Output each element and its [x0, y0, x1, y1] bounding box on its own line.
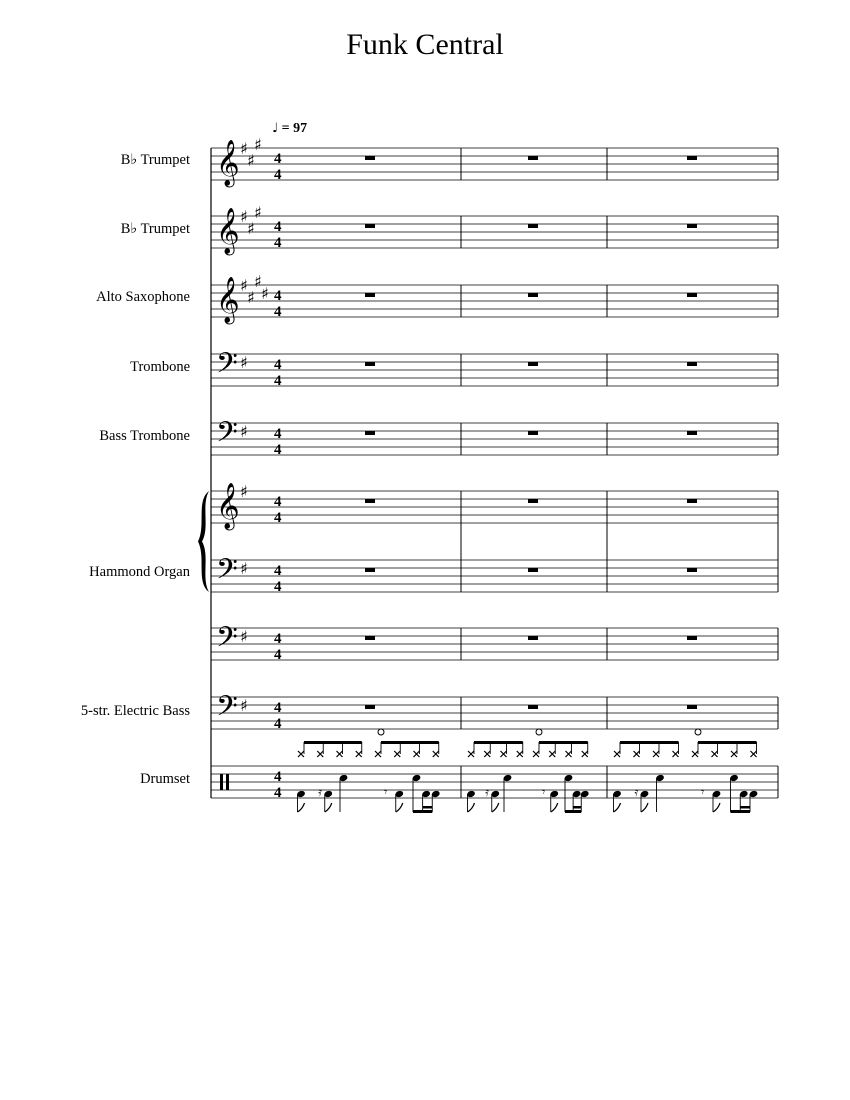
sharp-icon: ♯ — [240, 353, 248, 372]
hihat-note — [692, 751, 698, 757]
note-flag — [713, 803, 720, 812]
note-beam — [573, 806, 581, 809]
whole-rest — [365, 431, 375, 435]
note-beam — [474, 741, 523, 744]
time-sig-numerator: 4 — [274, 769, 282, 785]
note-beam — [413, 810, 432, 813]
hihat-note — [653, 751, 659, 757]
hihat-note — [337, 751, 343, 757]
whole-rest — [687, 293, 697, 297]
hihat-note — [298, 751, 304, 757]
whole-rest — [687, 224, 697, 228]
whole-rest — [528, 224, 538, 228]
sixteenth-rest: 𝄿 — [318, 785, 322, 799]
hihat-note — [614, 751, 620, 757]
hihat-note — [549, 751, 555, 757]
time-sig-numerator: 4 — [274, 357, 282, 373]
note-beam — [740, 806, 750, 809]
note-beam — [731, 810, 751, 813]
whole-rest — [365, 568, 375, 572]
note-beam — [698, 741, 757, 744]
hihat-note — [517, 751, 523, 757]
note-beam — [381, 741, 439, 744]
hihat-note — [712, 751, 718, 757]
time-sig-denominator: 4 — [274, 442, 282, 458]
hihat-note — [484, 751, 490, 757]
tempo-value: = 97 — [281, 121, 308, 136]
time-sig-denominator: 4 — [274, 304, 282, 320]
time-sig-numerator: 4 — [274, 219, 282, 235]
hihat-note — [582, 751, 588, 757]
note-beam — [539, 741, 588, 744]
whole-rest — [687, 362, 697, 366]
staff-2 — [211, 203, 778, 256]
sharp-icon: ♯ — [247, 219, 255, 238]
staff-label-electric-bass: 5-str. Electric Bass — [80, 703, 190, 719]
hihat-note — [501, 751, 507, 757]
sharp-icon: ♯ — [261, 284, 269, 303]
bass-clef-icon: 𝄢 — [216, 553, 238, 593]
time-sig-numerator: 4 — [274, 563, 282, 579]
staff-6 — [211, 482, 778, 560]
quarter-note-icon: ♩ — [272, 121, 279, 136]
note-flag — [492, 803, 499, 812]
sharp-icon: ♯ — [254, 135, 262, 154]
staff-label-bass-trombone: Bass Trombone — [99, 428, 190, 444]
whole-rest — [365, 362, 375, 366]
treble-clef-icon: 𝄞 — [216, 483, 240, 529]
percussion-clef-icon — [226, 774, 229, 790]
whole-rest — [528, 431, 538, 435]
hihat-note — [566, 751, 572, 757]
note-beam — [304, 741, 362, 744]
time-sig-denominator: 4 — [274, 373, 282, 389]
hihat-note — [673, 751, 679, 757]
sharp-icon: ♯ — [254, 272, 262, 291]
bass-clef-icon: 𝄢 — [216, 690, 238, 730]
time-sig-numerator: 4 — [274, 426, 282, 442]
whole-rest — [365, 636, 375, 640]
whole-rest — [365, 224, 375, 228]
time-sig-denominator: 4 — [274, 647, 282, 663]
time-sig-numerator: 4 — [274, 631, 282, 647]
eighth-rest: 𝄾 — [542, 785, 546, 799]
time-sig-numerator: 4 — [274, 151, 282, 167]
time-sig-denominator: 4 — [274, 167, 282, 183]
treble-clef-icon: 𝄞 — [216, 208, 240, 254]
bass-clef-icon: 𝄢 — [216, 416, 238, 456]
staff-4 — [211, 347, 778, 389]
whole-rest — [528, 636, 538, 640]
whole-rest — [365, 705, 375, 709]
staff-8 — [211, 621, 778, 663]
whole-rest — [365, 499, 375, 503]
sharp-icon: ♯ — [240, 139, 248, 158]
note-flag — [551, 803, 558, 812]
note-flag — [325, 803, 332, 812]
hihat-note — [634, 751, 640, 757]
bass-clef-icon: 𝄢 — [216, 621, 238, 661]
sharp-icon: ♯ — [254, 203, 262, 222]
treble-clef-icon: 𝄞 — [216, 140, 240, 186]
staff-7 — [211, 553, 778, 595]
sharp-icon: ♯ — [240, 207, 248, 226]
whole-rest — [528, 499, 538, 503]
note-flag — [614, 803, 621, 812]
hihat-note — [533, 751, 539, 757]
staff-label-trombone: Trombone — [130, 359, 190, 375]
staff-9 — [211, 690, 778, 732]
note-beam — [565, 810, 581, 813]
staff-label-trumpet-1: B♭ Trumpet — [120, 152, 190, 168]
whole-rest — [687, 568, 697, 572]
sharp-icon: ♯ — [240, 559, 248, 578]
whole-rest — [528, 293, 538, 297]
whole-rest — [687, 431, 697, 435]
hihat-note — [394, 751, 400, 757]
whole-rest — [687, 156, 697, 160]
sharp-icon: ♯ — [240, 482, 248, 501]
treble-clef-icon: 𝄞 — [216, 277, 240, 323]
sharp-icon: ♯ — [247, 288, 255, 307]
time-sig-denominator: 4 — [274, 716, 282, 732]
hihat-note — [751, 751, 757, 757]
whole-rest — [687, 636, 697, 640]
note-flag — [298, 803, 305, 812]
open-hihat-marker — [695, 729, 701, 735]
sharp-icon: ♯ — [247, 151, 255, 170]
time-sig-denominator: 4 — [274, 235, 282, 251]
bass-clef-icon: 𝄢 — [216, 347, 238, 387]
staff-1 — [211, 135, 778, 188]
staff-10 — [211, 729, 778, 813]
hihat-note — [317, 751, 323, 757]
sharp-icon: ♯ — [240, 627, 248, 646]
note-beam — [423, 806, 433, 809]
whole-rest — [528, 156, 538, 160]
time-sig-numerator: 4 — [274, 700, 282, 716]
time-sig-numerator: 4 — [274, 288, 282, 304]
note-flag — [641, 803, 648, 812]
note-flag — [468, 803, 475, 812]
organ-brace — [198, 491, 209, 592]
open-hihat-marker — [536, 729, 542, 735]
eighth-rest: 𝄾 — [701, 785, 705, 799]
sharp-icon: ♯ — [240, 276, 248, 295]
whole-rest — [528, 568, 538, 572]
open-hihat-marker — [378, 729, 384, 735]
time-sig-denominator: 4 — [274, 785, 282, 801]
note-flag — [396, 803, 403, 812]
hihat-note — [468, 751, 474, 757]
time-sig-denominator: 4 — [274, 579, 282, 595]
hihat-note — [414, 751, 420, 757]
sixteenth-rest: 𝄿 — [485, 785, 489, 799]
sharp-icon: ♯ — [240, 696, 248, 715]
note-beam — [620, 741, 679, 744]
percussion-clef-icon — [220, 774, 223, 790]
hihat-note — [356, 751, 362, 757]
whole-rest — [528, 705, 538, 709]
whole-rest — [687, 499, 697, 503]
whole-rest — [365, 156, 375, 160]
score-title: Funk Central — [346, 28, 504, 61]
whole-rest — [365, 293, 375, 297]
whole-rest — [687, 705, 697, 709]
staff-label-alto-sax: Alto Saxophone — [96, 289, 190, 305]
hihat-note — [433, 751, 439, 757]
staff-5 — [211, 416, 778, 458]
sharp-icon: ♯ — [240, 422, 248, 441]
staff-label-trumpet-2: B♭ Trumpet — [120, 221, 190, 237]
whole-rest — [528, 362, 538, 366]
time-sig-numerator: 4 — [274, 494, 282, 510]
staff-3 — [211, 272, 778, 325]
time-sig-denominator: 4 — [274, 510, 282, 526]
sixteenth-rest: 𝄿 — [634, 785, 639, 799]
hihat-note — [375, 751, 381, 757]
eighth-rest: 𝄾 — [384, 785, 388, 799]
hihat-note — [731, 751, 737, 757]
staff-label-hammond-organ: Hammond Organ — [89, 564, 190, 580]
staff-label-drumset: Drumset — [140, 771, 190, 787]
